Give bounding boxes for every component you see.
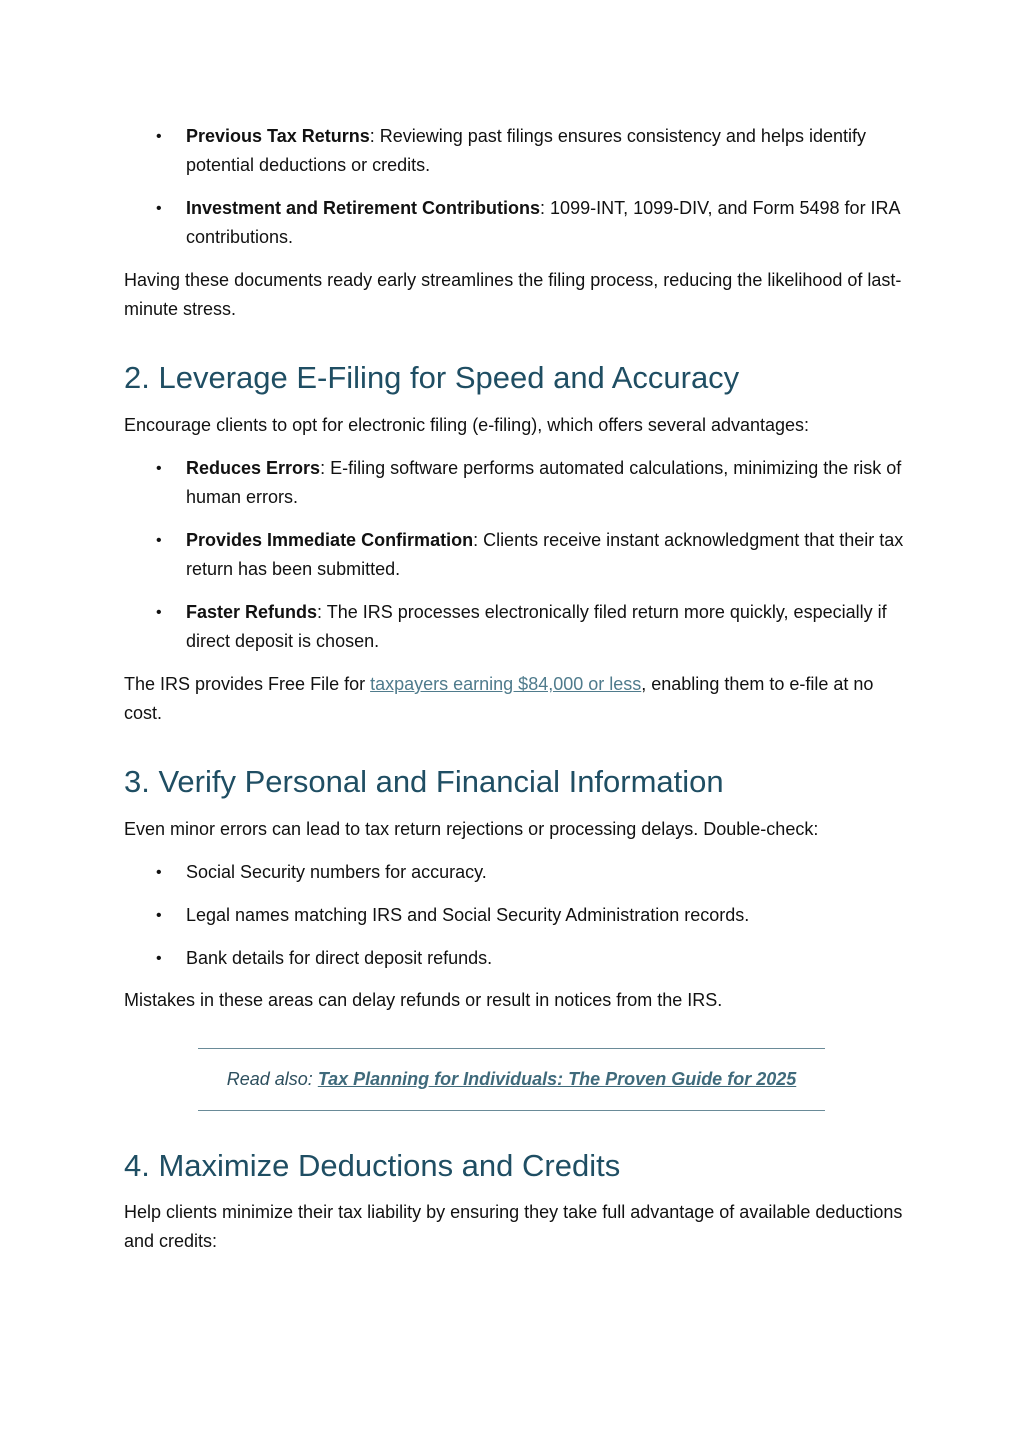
bullet: • (156, 950, 162, 967)
bullet: • (156, 864, 162, 881)
section-heading: 3. Verify Personal and Financial Information (124, 764, 724, 799)
list-item-term: Investment and Retirement Contributions (186, 198, 541, 218)
callout-prefix: Read also: (226, 1069, 318, 1089)
section-lead: Encourage clients to opt for electronic filing (e-filing), which offers several advantages: (124, 415, 810, 435)
bullet: • (156, 460, 162, 477)
advantages-list (124, 454, 904, 670)
section-closing (124, 670, 904, 728)
section-lead: Help clients minimize their tax liability by ensuring they take full advantage of available deductions and credits: (124, 1202, 903, 1251)
list-item (124, 858, 904, 887)
list-item (124, 454, 904, 512)
closing-text: , enabling them to e-file at no cost. (124, 674, 874, 723)
list-item-text: Legal names matching IRS and Social Security Administration records. (186, 905, 750, 925)
list-item (124, 122, 904, 180)
bullet: • (156, 907, 162, 924)
callout-text (198, 1049, 825, 1110)
list-item-text: : The IRS processes electronically filed return more quickly, especially if direct deposit is chosen. (186, 602, 887, 651)
list-item (124, 526, 904, 584)
bullet: • (156, 200, 162, 217)
list-item-text: Bank details for direct deposit refunds. (186, 948, 493, 968)
list-item-text: Social Security numbers for accuracy. (186, 862, 487, 882)
list-item-text: : Clients receive instant acknowledgment that their tax return has been submitted. (186, 530, 904, 579)
read-also-link[interactable]: Tax Planning for Individuals: The Proven Guide for 2025 (317, 1069, 797, 1089)
bullet: • (156, 128, 162, 145)
list-item (124, 598, 904, 656)
section-heading: 2. Leverage E-Filing for Speed and Accuracy (124, 360, 740, 395)
list-item-term: Faster Refunds (186, 602, 318, 622)
intro-list (124, 122, 904, 266)
intro-paragraph: Having these documents ready early streamlines the filing process, reducing the likelihood of last-minute stress. (124, 270, 902, 319)
list-item (124, 944, 904, 973)
closing-text: The IRS provides Free File for (124, 674, 371, 694)
list-item-term: Previous Tax Returns (186, 126, 370, 146)
list-item-term: Provides Immediate Confirmation (186, 530, 474, 550)
bullet: • (156, 604, 162, 621)
checklist (124, 858, 904, 987)
bullet: • (156, 532, 162, 549)
list-item-text: : E-filing software performs automated calculations, minimizing the risk of human errors. (186, 458, 902, 507)
read-also-callout (198, 1048, 825, 1111)
list-item-text: : Reviewing past filings ensures consistency and helps identify potential deductions or credits. (186, 126, 866, 175)
list-item-term: Reduces Errors (186, 458, 321, 478)
list-item-text: : 1099-INT, 1099-DIV, and Form 5498 for IRA contributions. (186, 198, 900, 247)
section-closing: Mistakes in these areas can delay refunds or result in notices from the IRS. (124, 990, 723, 1010)
free-file-link[interactable]: taxpayers earning $84,000 or less (370, 674, 642, 694)
list-item (124, 194, 904, 252)
list-item (124, 901, 904, 930)
section-lead: Even minor errors can lead to tax return rejections or processing delays. Double-check: (124, 819, 819, 839)
section-heading: 4. Maximize Deductions and Credits (124, 1148, 621, 1183)
